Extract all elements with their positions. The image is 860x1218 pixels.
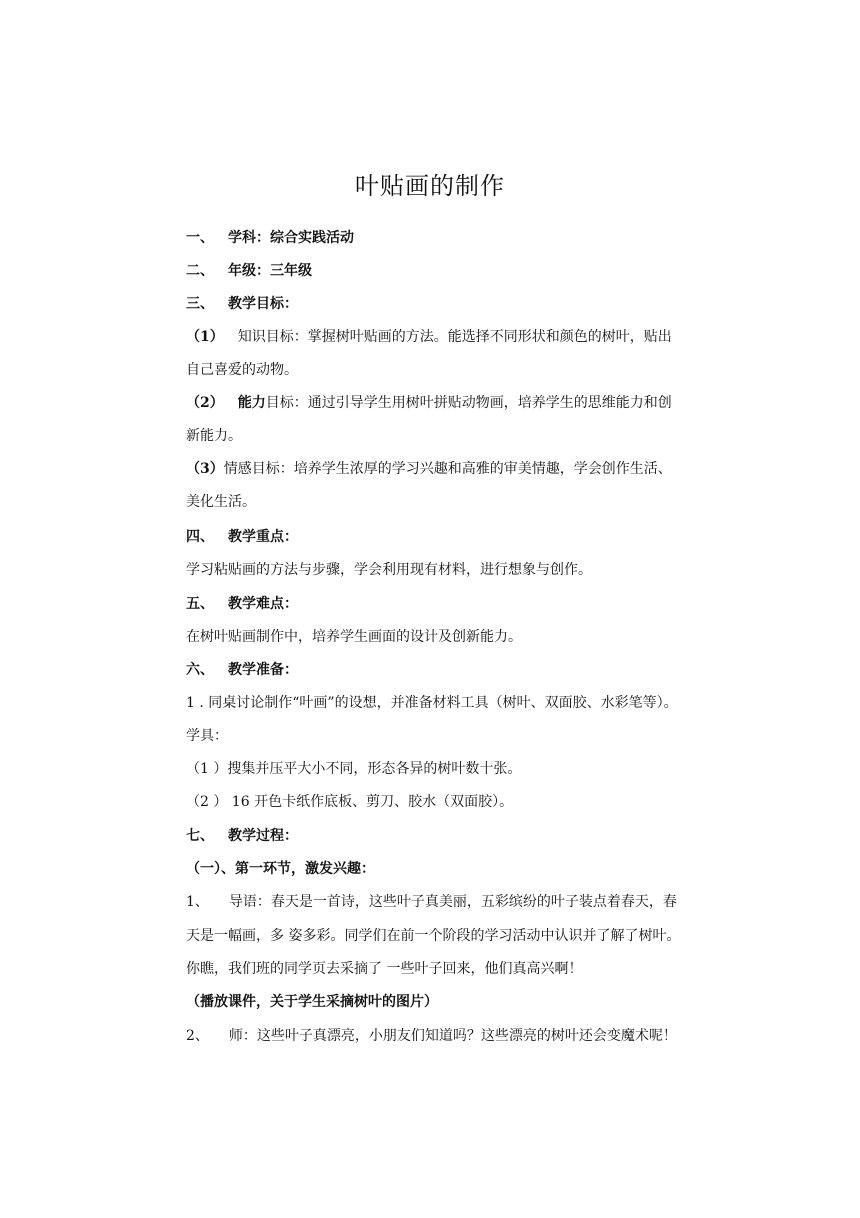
- section-difficulties: [186, 594, 686, 614]
- process-step-1-line-1: [186, 892, 686, 912]
- section-heading: 教学准备：: [228, 662, 298, 678]
- section-number: 二、: [186, 263, 214, 279]
- section-process: [186, 826, 686, 846]
- section-number: 四、: [186, 529, 214, 545]
- preparation-tools-label: 学具：: [186, 728, 228, 744]
- section-objectives: [186, 294, 686, 314]
- section-number: 一、: [186, 230, 214, 246]
- objective-3-line-1: [186, 459, 686, 479]
- section-heading: 教学过程：: [228, 828, 298, 844]
- section-subject: [186, 228, 686, 248]
- objective-text: 目标：通过引导学生用树叶拼贴动物画，培养学生的思维能力和创: [265, 395, 672, 411]
- preparation-item-1: 1 . 同桌讨论制作“叶画”的设想，并准备材料工具（树叶、双面胶、水彩笔等）。: [186, 695, 678, 711]
- process-step-2: [186, 1026, 686, 1046]
- objective-text: 知识目标：掌握树叶贴画的方法。能选择不同形状和颜色的树叶，贴出: [237, 329, 672, 345]
- objective-number: （3）: [186, 461, 224, 477]
- section-heading: 年级：三年级: [228, 263, 312, 279]
- section-number: 三、: [186, 296, 214, 312]
- key-points-body: 学习粘贴画的方法与步骤，学会利用现有材料，进行想象与创作。: [186, 562, 592, 578]
- section-number: 七、: [186, 828, 214, 844]
- step-text: 导语：春天是一首诗，这些叶子真美丽，五彩缤纷的叶子装点着春天，春: [228, 894, 677, 910]
- section-preparation: [186, 660, 686, 680]
- process-stage-1-heading: （一）、第一环节，激发兴趣：: [186, 861, 375, 877]
- step-number: 2、: [186, 1028, 209, 1044]
- objective-3-line-2: 美化生活。: [186, 494, 256, 510]
- objective-number: （1）: [186, 329, 224, 345]
- objective-number: （2）: [186, 395, 224, 411]
- process-step-1-line-3: 你瞧，我们班的同学页去采摘了 一些叶子回来，他们真高兴啊！: [186, 961, 583, 977]
- section-heading: 教学目标：: [228, 296, 298, 312]
- objective-text: 情感目标：培养学生浓厚的学习兴趣和高雅的审美情趣，学会创作生活、: [223, 461, 672, 477]
- section-heading: 教学重点：: [228, 529, 298, 545]
- section-key-points: [186, 527, 686, 547]
- document-title: 叶贴画的制作: [355, 172, 505, 200]
- objective-1-line-2: 自己喜爱的动物。: [186, 362, 298, 378]
- objective-1-line-1: [186, 327, 686, 347]
- preparation-tool-2: （2 ） 16 开色卡纸作底板、剪刀、胶水（双面胶）。: [186, 794, 514, 810]
- section-heading: 学科：综合实践活动: [228, 230, 354, 246]
- step-text: 师：这些叶子真漂亮，小朋友们知道吗？这些漂亮的树叶还会变魔术呢！: [228, 1028, 677, 1044]
- objective-label: 能力: [237, 395, 266, 411]
- objective-2-line-2: 新能力。: [186, 428, 242, 444]
- objective-2-line-1: [186, 393, 686, 413]
- section-heading: 教学难点：: [228, 596, 298, 612]
- preparation-tool-1: （1 ）搜集并压平大小不同，形态各异的树叶数十张。: [186, 761, 522, 777]
- section-number: 五、: [186, 596, 214, 612]
- process-step-1-line-2: 天是一幅画，多 姿多彩。同学们在前一个阶段的学习活动中认识并了解了树叶。: [186, 928, 681, 944]
- difficulties-body: 在树叶贴画制作中，培养学生画面的设计及创新能力。: [186, 629, 522, 645]
- process-note: （播放课件，关于学生采摘树叶的图片）: [186, 994, 438, 1010]
- step-number: 1、: [186, 894, 209, 910]
- section-grade: [186, 261, 686, 281]
- section-number: 六、: [186, 662, 214, 678]
